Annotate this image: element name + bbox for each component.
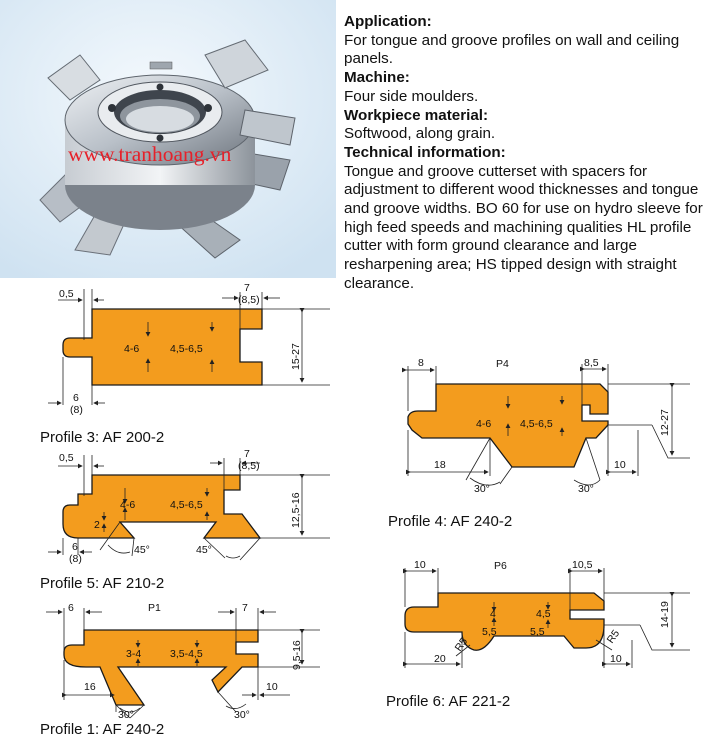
p6-radius-1: R5: [452, 635, 471, 654]
profile-5-shape: [63, 475, 260, 538]
p1-angle-1: 30°: [118, 709, 134, 721]
p1-dim-height: 9,5-16: [291, 640, 303, 670]
p6-dim-height: 14-19: [659, 601, 671, 628]
p3-dim-inner-1: 4-6: [124, 343, 140, 355]
p4-dim-height: 12-27: [659, 409, 671, 436]
technical-text: Tongue and groove cutterset with spacers for adjustment to different wood thicknesses and tongue and groove widths. BO 60 for use on hydro sleeve for high feed speeds and machining qualities HL profile cutter with form ground clearance and large resharpening area; HS tipped design with straight clearance.: [344, 162, 703, 292]
application-text: For tongue and groove profiles on wall and ceiling panels.: [344, 31, 680, 68]
profile-5-caption: Profile 5: AF 210-2: [40, 575, 165, 592]
p3-dim-height: 15-27: [290, 343, 302, 370]
p5-angle-1: 45°: [134, 544, 150, 556]
machine-heading: Machine:: [344, 69, 410, 87]
p5-dim-inner-2: 4,5-6,5: [170, 499, 203, 511]
p3-dim-inner-2: 4,5-6,5: [170, 343, 203, 355]
p5-dim-small: 2: [94, 519, 100, 531]
profile-3-shape: [63, 309, 262, 385]
profile-3-caption: Profile 3: AF 200-2: [40, 429, 165, 446]
profile-3-drawing: [40, 282, 330, 446]
p6-dim-bottom-right: 10: [610, 653, 622, 665]
p5-angle-2: 45°: [196, 544, 212, 556]
profile-6-caption: Profile 6: AF 221-2: [386, 693, 511, 710]
profile-1-drawing: [40, 602, 320, 738]
p4-dim-top-mid: P4: [496, 358, 509, 370]
p5-dim-bottom: 6: [72, 541, 78, 553]
p3-dim-top-right: 7: [244, 282, 250, 294]
p1-dim-top-left: 6: [68, 602, 74, 614]
p6-dim-bottom-left: 20: [434, 653, 446, 665]
p4-dim-inner-1: 4-6: [476, 418, 492, 430]
machine-text: Four side moulders.: [344, 87, 479, 105]
p6-dim-top-left: 10: [414, 559, 426, 571]
p3-dim-bottom-alt: (8): [70, 404, 83, 416]
profile-6-drawing: [386, 559, 690, 710]
profile-4-drawing: [388, 357, 690, 530]
p4-dim-bottom-left: 18: [434, 459, 446, 471]
p1-dim-inner-1: 3-4: [126, 648, 142, 660]
p1-dim-bottom-right: 10: [266, 681, 278, 693]
p5-dim-top-left: 0,5: [59, 452, 74, 464]
p4-dim-top-left: 8: [418, 357, 424, 369]
p3-dim-top-left: 0,5: [59, 288, 74, 300]
p6-dim-top-mid: P6: [494, 560, 507, 572]
p4-dim-inner-2: 4,5-6,5: [520, 418, 553, 430]
p5-dim-top-right: 7: [244, 448, 250, 460]
p1-dim-top-mid: P1: [148, 602, 161, 614]
p6-dim-top-right: 10,5: [572, 559, 593, 571]
p6-dim-inner-3: 5,5: [482, 626, 497, 638]
p6-dim-inner-1: 4: [490, 608, 496, 620]
p6-radius-2: R5: [604, 627, 623, 646]
profile-1-caption: Profile 1: AF 240-2: [40, 721, 165, 738]
p1-dim-top-right: 7: [242, 602, 248, 614]
workpiece-heading: Workpiece material:: [344, 106, 489, 124]
application-heading: Application:: [344, 13, 432, 30]
profile-6-shape: [405, 593, 604, 650]
watermark-text[interactable]: www.tranhoang.vn: [68, 142, 232, 166]
p5-dim-height: 12,5-16: [290, 492, 302, 528]
p3-dim-top-right-alt: (8,5): [238, 294, 260, 306]
p5-dim-inner-1: 4-6: [120, 499, 136, 511]
p6-dim-inner-4: 5,5: [530, 626, 545, 638]
p4-angle-1: 30°: [474, 483, 490, 495]
workpiece-text: Softwood, along grain.: [344, 125, 496, 143]
profile-5-drawing: [40, 448, 330, 592]
technical-heading: Technical information:: [344, 143, 506, 161]
p3-dim-bottom: 6: [73, 392, 79, 404]
p5-dim-top-right-alt: (8,5): [238, 460, 260, 472]
profile-4-caption: Profile 4: AF 240-2: [388, 513, 513, 530]
p6-dim-inner-2: 4,5: [536, 608, 551, 620]
p5-dim-bottom-alt: (8): [69, 553, 82, 565]
p1-angle-2: 30°: [234, 709, 250, 721]
profile-1-shape: [64, 630, 258, 705]
p4-angle-2: 30°: [578, 483, 594, 495]
p1-dim-inner-2: 3,5-4,5: [170, 648, 203, 660]
p1-dim-bottom-left: 16: [84, 681, 96, 693]
p4-dim-bottom-right: 10: [614, 459, 626, 471]
p4-dim-top-right: 8,5: [584, 357, 599, 369]
